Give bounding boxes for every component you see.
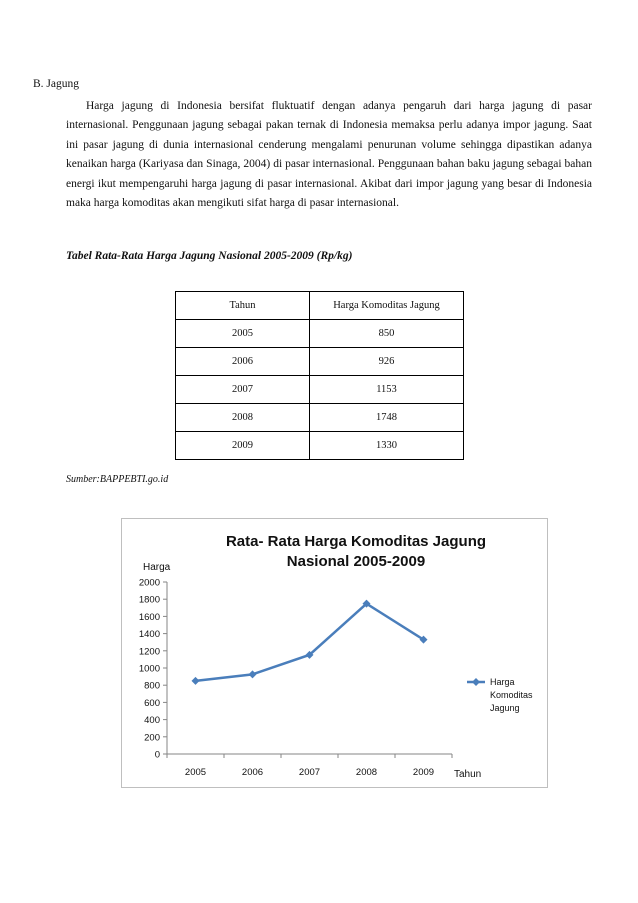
- legend-marker: [472, 678, 480, 686]
- price-cell: 1330: [310, 432, 464, 460]
- y-tick-label: 2000: [138, 577, 160, 589]
- x-tick-label: 2006: [241, 767, 264, 778]
- source-note: Sumber:BAPPEBTI.go.id: [66, 474, 169, 485]
- y-tick-label: 800: [144, 680, 160, 692]
- x-tick-label: 2007: [298, 767, 321, 778]
- series-line: [196, 604, 424, 681]
- price-cell: 1748: [310, 404, 464, 432]
- y-tick-label: 1800: [138, 594, 160, 606]
- chart-series: [192, 600, 428, 685]
- legend-label: Harga: [490, 677, 515, 687]
- table-row: [176, 432, 464, 460]
- chart-title-line-2: Nasional 2005-2009: [286, 553, 426, 570]
- year-cell: 2006: [176, 348, 310, 376]
- x-tick-label: 2009: [412, 767, 435, 778]
- section-heading: B. Jagung: [33, 78, 79, 90]
- chart-title-line-1: Rata- Rata Harga Komoditas Jagung: [225, 533, 487, 550]
- column-header-year: Tahun: [176, 292, 310, 320]
- chart-legend: [467, 677, 533, 713]
- legend-label: Jagung: [490, 703, 520, 713]
- body-paragraph: Harga jagung di Indonesia bersifat fluktuatif dengan adanya pengaruh dari harga jagung di pasar internasional. Penggunaan jagung sebagai pakan ternak di Indonesia memaksa perlu adanya impor jagung. Saat ini pasar jagung di dunia internasional cenderung mengalami penurunan volume sehingga dipastikan adanya kenaikan harga (Kariyasa dan Sinaga, 2004) di pasar internasional. Penggunaan bahan baku jagung sebagai bahan energi ikut mempengaruhi harga jagung di pasar internasional. Akibat dari impor jagung yang besar di Indonesia maka harga komoditas akan mengikuti sifat harga di pasar internasional.: [66, 100, 592, 210]
- year-cell: 2008: [176, 404, 310, 432]
- price-cell: 850: [310, 320, 464, 348]
- y-tick-label: 400: [144, 715, 160, 727]
- x-axis-label: Tahun: [454, 769, 482, 780]
- data-point: [192, 677, 200, 685]
- y-tick-label: 1200: [138, 646, 160, 658]
- line-chart: [121, 518, 548, 788]
- y-tick-label: 1000: [138, 663, 160, 675]
- year-cell: 2009: [176, 432, 310, 460]
- table-row: [176, 320, 464, 348]
- y-tick-label: 600: [144, 697, 160, 709]
- year-cell: 2007: [176, 376, 310, 404]
- table-row: [176, 348, 464, 376]
- year-cell: 2005: [176, 320, 310, 348]
- data-point: [249, 670, 257, 678]
- table-row: [176, 404, 464, 432]
- price-cell: 926: [310, 348, 464, 376]
- chart-canvas: [122, 519, 549, 789]
- y-tick-label: 1600: [138, 611, 160, 623]
- legend-label: Komoditas: [490, 690, 533, 700]
- y-tick-label: 200: [144, 732, 160, 744]
- table-row: [176, 376, 464, 404]
- y-tick-label: 1400: [138, 629, 160, 641]
- table-title: Tabel Rata-Rata Harga Jagung Nasional 2005-2009 (Rp/kg): [66, 250, 353, 262]
- price-cell: 1153: [310, 376, 464, 404]
- price-table: [175, 291, 464, 460]
- x-tick-label: 2008: [355, 767, 378, 778]
- y-tick-label: 0: [154, 749, 160, 761]
- column-header-price: Harga Komoditas Jagung: [310, 292, 464, 320]
- chart-axes: [139, 578, 452, 779]
- y-axis-label: Harga: [143, 562, 171, 573]
- table-header-row: [176, 292, 464, 320]
- x-tick-label: 2005: [184, 767, 207, 778]
